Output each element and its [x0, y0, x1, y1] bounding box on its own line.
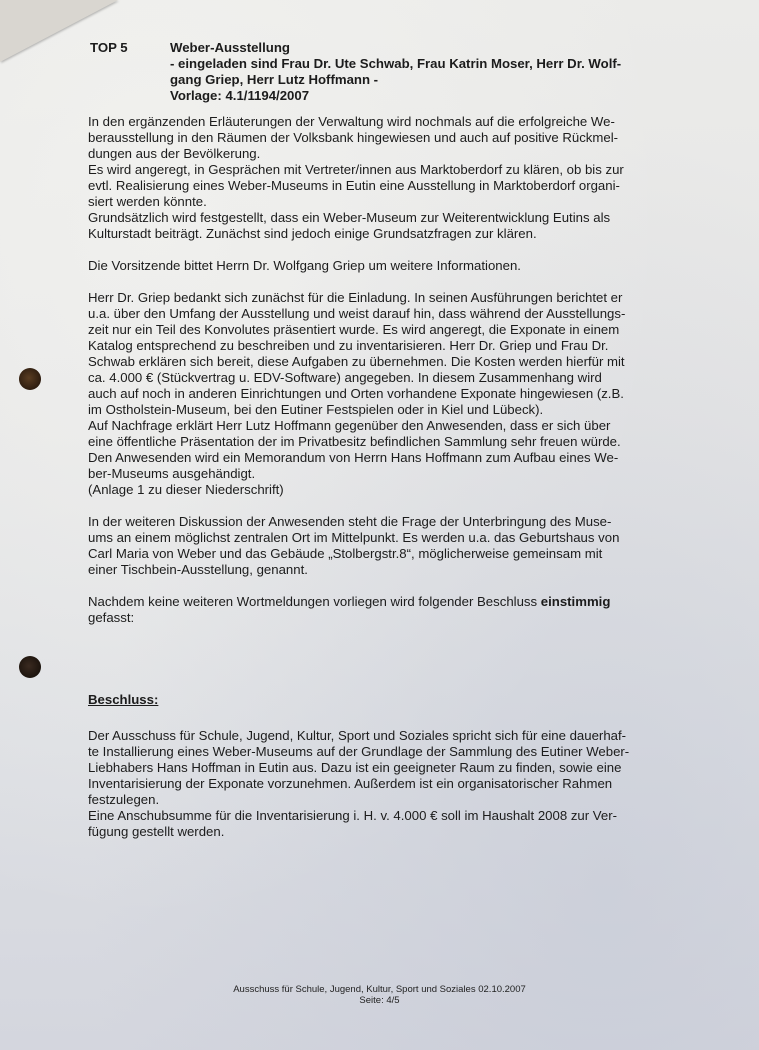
agenda-title-line: Vorlage: 4.1/1194/2007 [170, 88, 310, 103]
agenda-item-title [170, 40, 621, 104]
agenda-title-line: - eingeladen sind Frau Dr. Ute Schwab, Frau Katrin Moser, Herr Dr. Wolf- [170, 56, 622, 71]
page-footer [0, 984, 759, 1006]
document-body [88, 40, 688, 840]
vote-result: einstimmig [540, 594, 611, 609]
text-line: (Anlage 1 zu dieser Niederschrift) [88, 482, 284, 497]
resolution-body [88, 728, 688, 840]
text-line: Herr Dr. Griep bedankt sich zunächst für die Einladung. In seinen Ausführungen berichtet er [88, 290, 623, 305]
text-line: dungen aus der Bevölkerung. [88, 146, 261, 161]
text-line: Eine Anschubsumme für die Inventarisierung i. H. v. 4.000 € soll im Haushalt 2008 zur Ver- [88, 808, 617, 823]
text-line: zeit nur ein Teil des Konvolutes präsentiert wurde. Es wird angeregt, die Exponate in einem [88, 322, 620, 337]
text-line: fügung gestellt werden. [88, 824, 225, 839]
text-line: Der Ausschuss für Schule, Jugend, Kultur, Sport und Soziales spricht sich für eine dauerhaf- [88, 728, 627, 743]
paragraph-explanation [88, 114, 688, 242]
text-line: u.a. über den Umfang der Ausstellung und weist darauf hin, dass während der Ausstellungs- [88, 306, 626, 321]
text-line: Es wird angeregt, in Gesprächen mit Vertreter/innen aus Marktoberdorf zu klären, ob bis zur [88, 162, 624, 177]
agenda-title-line: Weber-Ausstellung [170, 40, 290, 55]
text-line [88, 594, 688, 610]
footer-committee-date: Ausschuss für Schule, Jugend, Kultur, Sport und Soziales 02.10.2007 [233, 984, 526, 995]
text-line: Carl Maria von Weber und das Gebäude „Stolbergstr.8“, möglicherweise gemeinsam mit [88, 546, 603, 561]
text-line: siert werden könnte. [88, 194, 207, 209]
text-line: Liebhabers Hans Hoffman in Eutin aus. Dazu ist ein geeigneter Raum zu finden, sowie eine [88, 760, 622, 775]
punch-hole-top [19, 368, 41, 390]
text-line: Schwab erklären sich bereit, diese Aufgaben zu übernehmen. Die Kosten werden hierfür mit [88, 354, 625, 369]
paragraph-chair-request [88, 258, 688, 274]
text-line: auch auf noch in anderen Einrichtungen und Orten vorhandene Exponate hingewiesen (z.B. [88, 386, 624, 401]
text-line: evtl. Realisierung eines Weber-Museums in Eutin eine Ausstellung in Marktoberdorf organi- [88, 178, 620, 193]
text-line: Den Anwesenden wird ein Memorandum von Herrn Hans Hoffmann zum Aufbau eines We- [88, 450, 619, 465]
text-line: Kulturstadt beiträgt. Zunächst sind jedoch einige Grundsatzfragen zur klären. [88, 226, 537, 241]
agenda-title-line: gang Griep, Herr Lutz Hoffmann - [170, 72, 379, 87]
punch-hole-bottom [19, 656, 41, 678]
text-line: Grundsätzlich wird festgestellt, dass ein Weber-Museum zur Weiterentwicklung Eutins als [88, 210, 611, 225]
text-line: te Installierung eines Weber-Museums auf der Grundlage der Sammlung des Eutiner Weber- [88, 744, 630, 759]
text-line: In der weiteren Diskussion der Anwesenden steht die Frage der Unterbringung des Muse- [88, 514, 612, 529]
paragraph-vote-statement [88, 594, 688, 626]
text-line: Die Vorsitzende bittet Herrn Dr. Wolfgang Griep um weitere Informationen. [88, 258, 521, 273]
text-line: einer Tischbein-Ausstellung, genannt. [88, 562, 308, 577]
text-line: ca. 4.000 € (Stückvertrag u. EDV-Software) angegeben. In diesem Zusammenhang wird [88, 370, 602, 385]
footer-page-number: Seite: 4/5 [359, 995, 400, 1006]
paragraph-griep-report [88, 290, 688, 498]
text-line: ber-Museums ausgehändigt. [88, 466, 256, 481]
text-line: im Ostholstein-Museum, bei den Eutiner Festspielen oder in Kiel und Lübeck). [88, 402, 544, 417]
text-line: festzulegen. [88, 792, 160, 807]
text-line: Inventarisierung der Exponate vorzunehmen. Außerdem ist ein organisatorischer Rahmen [88, 776, 613, 791]
agenda-item-number: TOP 5 [90, 40, 128, 55]
text-line: Katalog entsprechend zu beschreiben und zu inventarisieren. Herr Dr. Griep und Frau Dr. [88, 338, 609, 353]
text-line: ums an einem möglichst zentralen Ort im Mittelpunkt. Es werden u.a. das Geburtshaus von [88, 530, 620, 545]
text-line: berausstellung in den Räumen der Volksbank hingewiesen und auch auf positive Rückmel- [88, 130, 619, 145]
text-line: eine öffentliche Präsentation der im Privatbesitz befindlichen Sammlung sehr freuen würde. [88, 434, 621, 449]
text-line: Auf Nachfrage erklärt Herr Lutz Hoffmann gegenüber den Anwesenden, dass er sich über [88, 418, 611, 433]
vote-statement-text: Nachdem keine weiteren Wortmeldungen vorliegen wird folgender Beschluss [88, 594, 541, 609]
resolution-heading: Beschluss: [88, 692, 159, 707]
paragraph-discussion [88, 514, 688, 578]
agenda-item-header [88, 40, 688, 104]
text-line: gefasst: [88, 610, 135, 625]
text-line: In den ergänzenden Erläuterungen der Verwaltung wird nochmals auf die erfolgreiche We- [88, 114, 615, 129]
